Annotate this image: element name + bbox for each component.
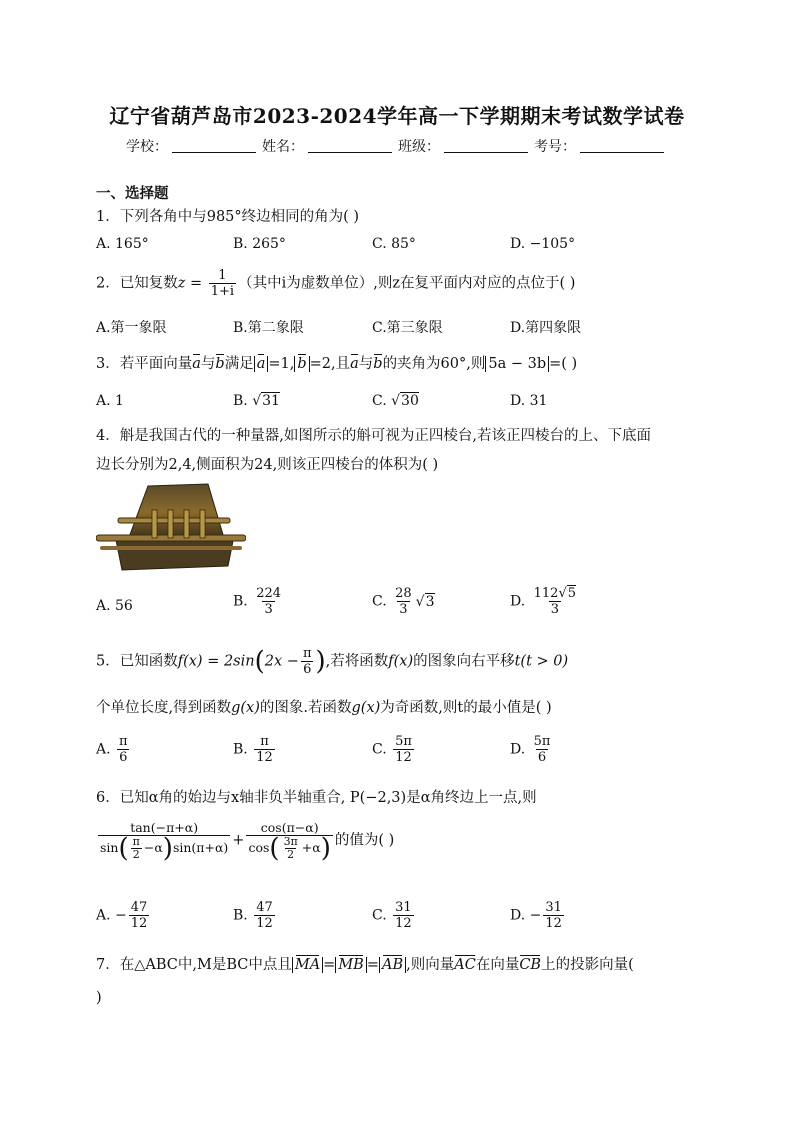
page-title: 辽宁省葫芦岛市2023-2024学年高一下学期期末考试数学试卷 bbox=[109, 104, 685, 128]
hu-vessel-photo bbox=[96, 480, 246, 574]
question-2: 2．已知复数z = $\frac{1}{1+i}$ （其中i为虚数单位）,则z在复平面内对应的点位于( ) bbox=[96, 268, 576, 299]
q2-option-c[interactable]: C.第三象限 bbox=[372, 320, 443, 336]
student-info-line bbox=[126, 136, 670, 156]
number-label: 考号： bbox=[534, 139, 576, 155]
q2-fraction: $\frac{1}{1+i}$ bbox=[210, 268, 235, 299]
question-5-line-1: 5．已知函数f(x) = 2sin(2x − $\frac{\pi}{6}$ ),若将函数f(x)的图象向右平移t(t > 0) bbox=[96, 646, 569, 677]
section-heading: 一、选择题 bbox=[96, 185, 169, 202]
name-label: 姓名： bbox=[262, 139, 304, 155]
q2-option-b[interactable]: B.第二象限 bbox=[233, 320, 304, 336]
q6-fraction-2: cos(π−α) cos( $\frac{3\pi}{2}$ +α) bbox=[248, 820, 331, 864]
class-blank[interactable] bbox=[444, 138, 528, 153]
question-6-line-1: 6．已知α角的始边与x轴非负半轴重合, P(−2,3)是α角终边上一点,则 bbox=[96, 790, 537, 806]
q5-option-c[interactable]: C. $\frac{5\pi}{12}$ bbox=[372, 734, 412, 765]
q5-option-d[interactable]: D. $\frac{5\pi}{6}$ bbox=[510, 734, 551, 765]
question-7-line-1: 7．在△ABC中,M是BC中点且 MA = MB = AB ,则向量AC在向量CB上的投影向量( bbox=[96, 957, 634, 973]
q3-option-c[interactable]: C. √30 bbox=[372, 393, 419, 409]
question-6-expression: tan(−π+α) sin( $\frac{\pi}{2}$ −α)sin(π+α) + cos(π−α) cos( $\frac{3\pi}{2}$ +α) 的值为( ) bbox=[100, 820, 395, 864]
q6-option-a[interactable]: A. − $\frac{47}{12}$ bbox=[96, 900, 148, 931]
question-5-line-2: 个单位长度,得到函数g(x)的图象.若函数g(x)为奇函数,则t的最小值是( ) bbox=[96, 700, 552, 716]
q4-option-b[interactable]: B. $\frac{224}{3}$ bbox=[233, 586, 282, 617]
number-blank[interactable] bbox=[580, 138, 664, 153]
q6-option-c[interactable]: C. $\frac{31}{12}$ bbox=[372, 900, 412, 931]
q2-option-a[interactable]: A.第一象限 bbox=[96, 320, 167, 336]
class-label: 班级： bbox=[398, 139, 440, 155]
q6-option-d[interactable]: D. − $\frac{31}{12}$ bbox=[510, 900, 562, 931]
q3-option-b[interactable]: B. √31 bbox=[233, 393, 280, 409]
q4-option-c[interactable]: C. $\frac{28}{3}$ √3 bbox=[372, 586, 435, 617]
q3-option-d[interactable]: D. 31 bbox=[510, 393, 548, 409]
q6-option-b[interactable]: B. $\frac{47}{12}$ bbox=[233, 900, 273, 931]
question-3: 3．若平面向量a与b满足 a =1, b =2,且a与b的夹角为60°,则 5a − 3b =( ) bbox=[96, 356, 578, 372]
q1-option-d[interactable]: D. −105° bbox=[510, 236, 576, 252]
school-label: 学校： bbox=[126, 139, 168, 155]
q4-option-d[interactable]: D. $\frac{112√5}{3}$ bbox=[510, 586, 577, 617]
q4-option-a[interactable]: A. 56 bbox=[96, 598, 133, 614]
q1-option-b[interactable]: B. 265° bbox=[233, 236, 286, 252]
question-4-line-1: 4．斛是我国古代的一种量器,如图所示的斛可视为正四棱台,若该正四棱台的上、下底面 bbox=[96, 428, 651, 444]
question-7-line-2: ) bbox=[96, 990, 102, 1006]
q5-option-b[interactable]: B. $\frac{\pi}{12}$ bbox=[233, 734, 273, 765]
q2-option-d[interactable]: D.第四象限 bbox=[510, 320, 582, 336]
question-1: 1．下列各角中与985°终边相同的角为( ) bbox=[96, 209, 360, 225]
name-blank[interactable] bbox=[308, 138, 392, 153]
school-blank[interactable] bbox=[172, 138, 256, 153]
q3-option-a[interactable]: A. 1 bbox=[96, 393, 124, 409]
q6-fraction-1: tan(−π+α) sin( $\frac{\pi}{2}$ −α)sin(π+α) bbox=[100, 820, 229, 864]
question-4-line-2: 边长分别为2,4,侧面积为24,则该正四棱台的体积为( ) bbox=[96, 457, 439, 473]
q5-option-a[interactable]: A. $\frac{\pi}{6}$ bbox=[96, 734, 128, 765]
q1-option-a[interactable]: A. 165° bbox=[96, 236, 149, 252]
q1-option-c[interactable]: C. 85° bbox=[372, 236, 416, 252]
